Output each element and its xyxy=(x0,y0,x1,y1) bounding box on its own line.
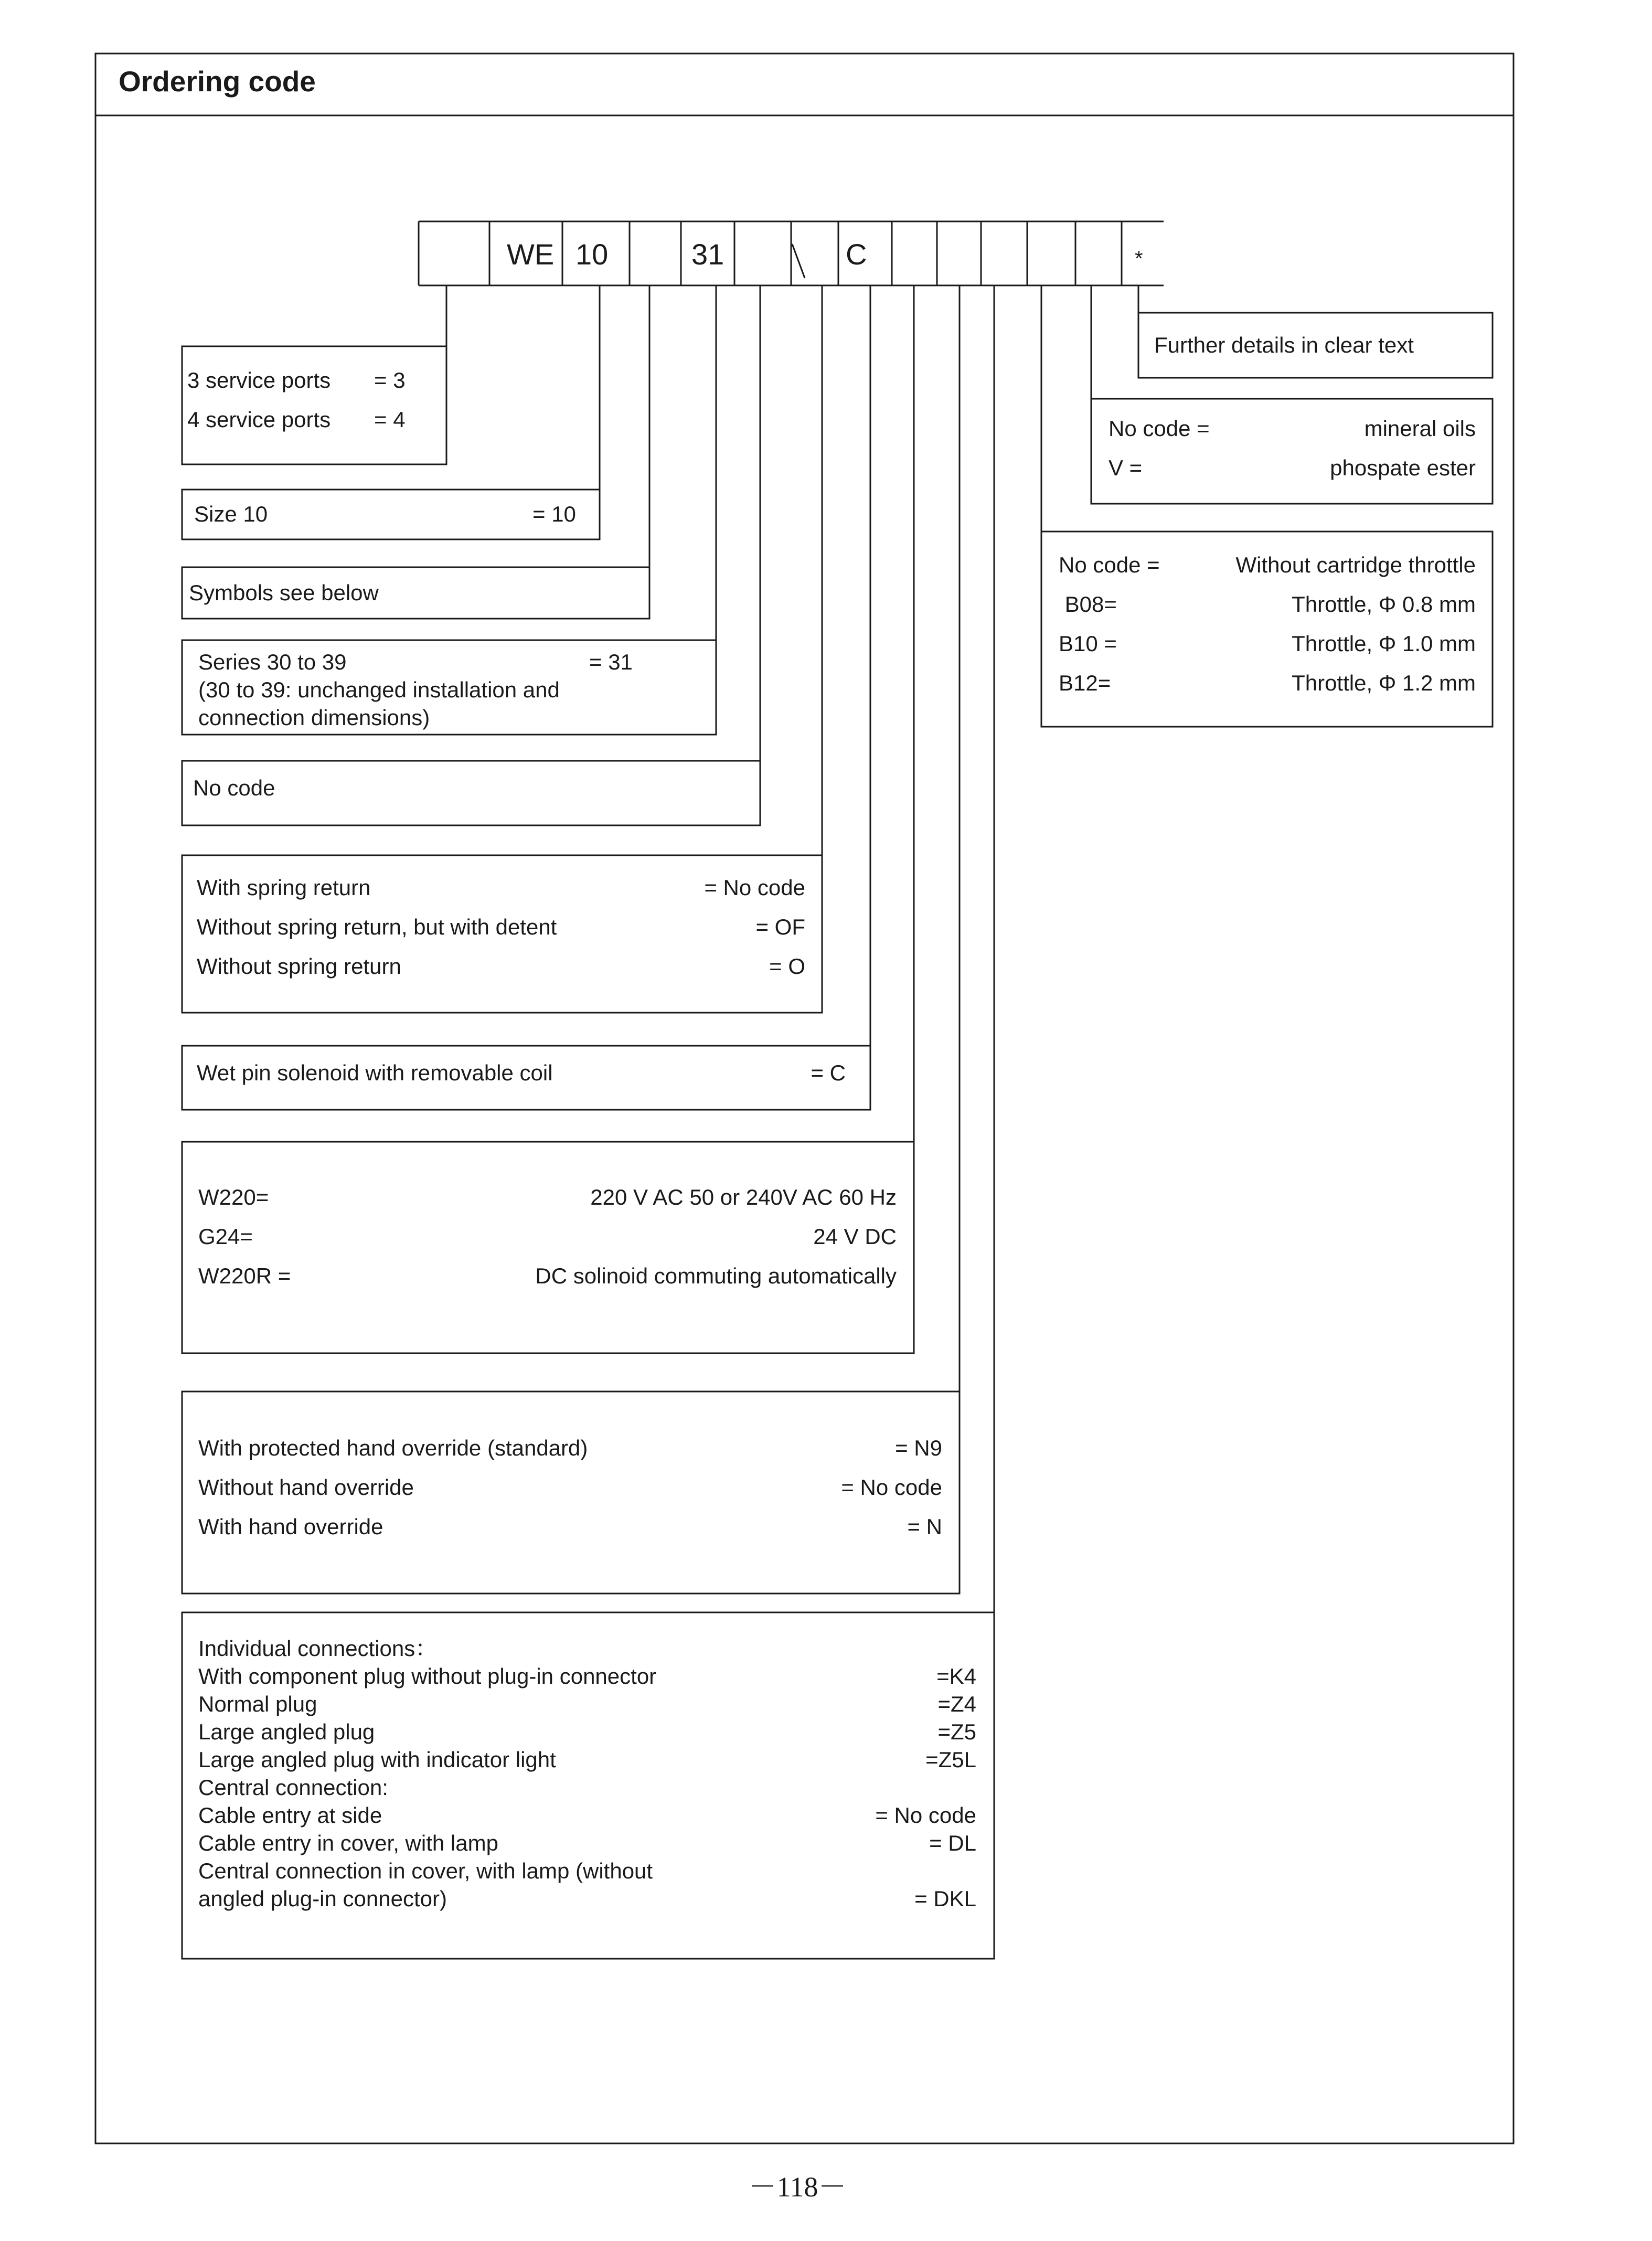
spring-row3-label: Without spring return xyxy=(197,954,401,979)
override-row3-code: = N xyxy=(907,1514,942,1539)
series-note-line1: (30 to 39: unchanged installation and xyxy=(198,677,560,702)
conn-row7-label: Cable entry at side xyxy=(198,1803,382,1828)
voltage-row3-desc: DC solinoid commuting automatically xyxy=(535,1263,897,1288)
throttle-row1-desc: Without cartridge throttle xyxy=(1235,553,1476,577)
series-code: = 31 xyxy=(589,650,633,674)
throttle-row3-code: B10 = xyxy=(1059,631,1117,656)
override-row1-label: With protected hand override (standard) xyxy=(198,1436,588,1460)
spring-row2-code: = OF xyxy=(755,915,805,939)
size-label: Size 10 xyxy=(194,502,268,526)
spring-row1-label: With spring return xyxy=(197,875,371,900)
throttle-row3-desc: Throttle, Φ 1.0 mm xyxy=(1292,631,1476,656)
override-row1-code: = N9 xyxy=(895,1436,942,1460)
seals-row2-code: V = xyxy=(1109,455,1143,480)
nocode-label: No code xyxy=(193,776,275,800)
code-cell-asterisk: * xyxy=(1135,247,1143,270)
conn-row9-label: Central connection in cover, with lamp (without xyxy=(198,1858,653,1883)
conn-row4-label: Large angled plug xyxy=(198,1719,375,1744)
conn-row1-label: Individual connections： xyxy=(198,1636,438,1661)
throttle-row4-code: B12= xyxy=(1059,671,1111,695)
size-code: = 10 xyxy=(532,502,576,526)
ports-4-label: 4 service ports xyxy=(187,407,331,432)
override-row2-label: Without hand override xyxy=(198,1475,414,1500)
code-cell-series: 31 xyxy=(691,238,724,271)
voltage-row2-desc: 24 V DC xyxy=(813,1224,897,1249)
conn-row2-label: With component plug without plug-in connector xyxy=(198,1664,657,1688)
series-note-line2: connection dimensions) xyxy=(198,705,430,730)
code-cell-valve-type: WE xyxy=(507,238,555,271)
conn-row6-label: Central connection: xyxy=(198,1775,388,1800)
conn-row10-label: angled plug-in connector) xyxy=(198,1886,447,1911)
conn-row8-code: = DL xyxy=(929,1831,976,1855)
conn-row8-label: Cable entry in cover, with lamp xyxy=(198,1831,498,1855)
throttle-row2-code: B08= xyxy=(1059,592,1117,617)
spring-row1-code: = No code xyxy=(704,875,805,900)
solenoid-code: = C xyxy=(811,1060,846,1085)
throttle-row1-code: No code = xyxy=(1059,553,1160,577)
conn-row3-code: =Z4 xyxy=(937,1692,976,1716)
voltage-row3-code: W220R = xyxy=(198,1263,291,1288)
code-cell-size: 10 xyxy=(575,238,609,271)
spring-row3-code: = O xyxy=(769,954,805,979)
voltage-box xyxy=(182,1142,914,1353)
ports-box xyxy=(182,346,446,464)
conn-row3-label: Normal plug xyxy=(198,1692,317,1716)
series-label: Series 30 to 39 xyxy=(198,650,347,674)
solenoid-label: Wet pin solenoid with removable coil xyxy=(197,1060,553,1085)
spring-row2-label: Without spring return, but with detent xyxy=(197,915,557,939)
voltage-row1-code: W220= xyxy=(198,1185,269,1209)
conn-row10-code: = DKL xyxy=(914,1886,976,1911)
conn-row2-code: =K4 xyxy=(936,1664,976,1688)
slash-mark xyxy=(792,244,805,278)
conn-row5-code: =Z5L xyxy=(925,1747,976,1772)
override-row2-code: = No code xyxy=(841,1475,942,1500)
seals-row2-desc: phospate ester xyxy=(1330,455,1476,480)
seals-row1-desc: mineral oils xyxy=(1364,416,1476,441)
ports-3-code: = 3 xyxy=(374,368,406,392)
symbols-label: Symbols see below xyxy=(189,580,379,605)
seals-box xyxy=(1091,399,1493,504)
voltage-row2-code: G24= xyxy=(198,1224,253,1249)
override-row3-label: With hand override xyxy=(198,1514,383,1539)
conn-row5-label: Large angled plug with indicator light xyxy=(198,1747,556,1772)
section-title: Ordering code xyxy=(119,65,316,98)
seals-row1-code: No code = xyxy=(1109,416,1210,441)
conn-row7-code: = No code xyxy=(875,1803,976,1828)
conn-row4-code: =Z5 xyxy=(937,1719,976,1744)
throttle-row2-desc: Throttle, Φ 0.8 mm xyxy=(1292,592,1476,617)
ports-4-code: = 4 xyxy=(374,407,406,432)
code-cell-solenoid: C xyxy=(846,238,867,271)
voltage-row1-desc: 220 V AC 50 or 240V AC 60 Hz xyxy=(590,1185,897,1209)
ports-3-label: 3 service ports xyxy=(187,368,331,392)
page-number: －118－ xyxy=(748,2171,847,2203)
further-label: Further details in clear text xyxy=(1154,333,1414,357)
throttle-row4-desc: Throttle, Φ 1.2 mm xyxy=(1292,671,1476,695)
